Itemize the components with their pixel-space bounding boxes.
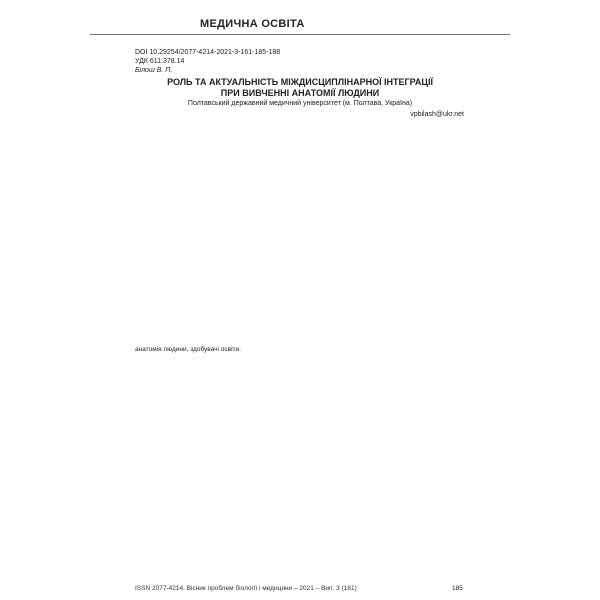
left-column (135, 122, 295, 567)
title-line-1: РОЛЬ ТА АКТУАЛЬНІСТЬ МІЖДИСЦИПЛІНАРНОЇ ІНТЕГРАЦІЇ (167, 77, 433, 87)
header-rule (90, 34, 510, 35)
keywords-line: анатомія людини, здобувачі освіти. (135, 346, 241, 353)
right-column (305, 122, 465, 567)
author-email: vpbilash@ukr.net (410, 111, 464, 118)
journal-header (0, 0, 600, 34)
title-line-2: ПРИ ВИВЧЕННІ АНАТОМІЇ ЛЮДИНИ (220, 88, 380, 98)
page-number: 185 (452, 585, 463, 592)
section-label: МЕДИЧНА ОСВІТА (200, 18, 305, 30)
udc-line: УДК 611:378.14 (135, 58, 185, 65)
article-title (135, 77, 465, 99)
doi-line: DOI 10.29254/2077-4214-2021-3-161-185-188 (135, 49, 281, 56)
author-line: Білош В. П. (135, 67, 173, 74)
body-columns (135, 122, 465, 567)
affiliation-line: Полтавський державний медичний університет (м. Полтава, Україна) (187, 100, 413, 107)
footer-journal: ISSN 2077-4214. Вісник проблем біології і медицини – 2021 – Вип. 3 (161) (135, 585, 357, 592)
article-meta (135, 48, 280, 75)
